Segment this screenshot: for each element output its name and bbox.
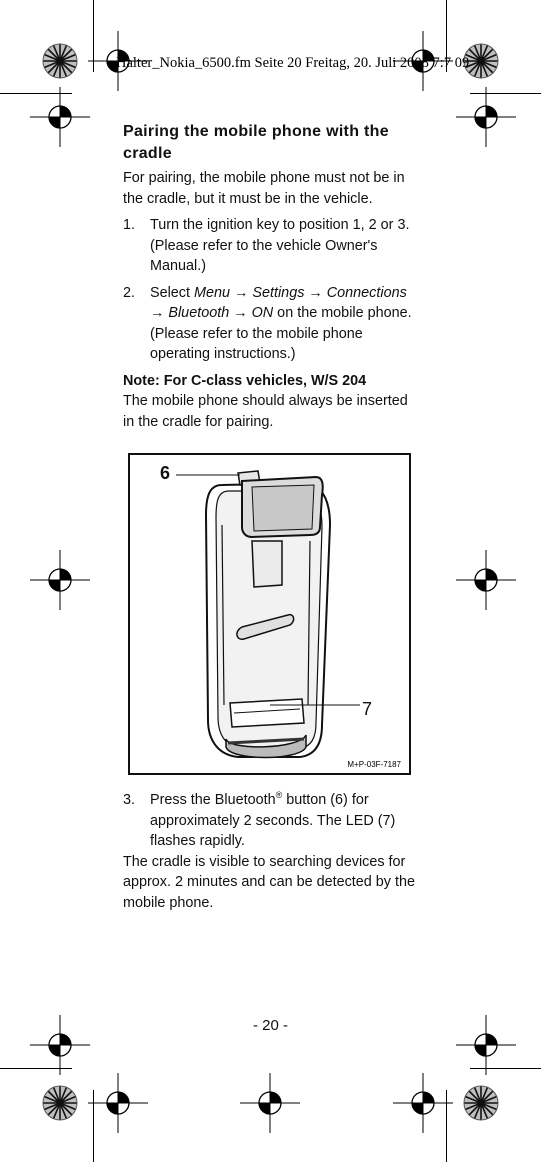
step-2	[123, 283, 419, 365]
menu-path-item: Connections	[326, 284, 407, 301]
figure-code: M+P-03F-7187	[347, 760, 401, 769]
cradle-illustration	[130, 455, 409, 773]
menu-path-item: Bluetooth	[168, 305, 230, 321]
page-number: - 20 -	[252, 1017, 288, 1034]
note-title: Note: For C-class vehicles, W/S 204	[123, 372, 367, 389]
step-text: Turn the ignition key to position 1, 2 or 3. (Please refer to the vehicle Owner's Manual.)	[150, 217, 410, 274]
main-content	[123, 121, 419, 438]
step-1	[123, 215, 419, 277]
callout-7-label: 7	[362, 699, 373, 719]
cradle-visibility-text: The cradle is visible to searching devices for approx. 2 minutes and can be detected by the mobile phone.	[123, 853, 416, 911]
after-figure-content	[123, 790, 419, 919]
step-text: Press the Bluetooth® button (6) for approximately 2 seconds. The LED (7) flashes rapidly.	[150, 790, 396, 849]
cradle-figure	[128, 453, 411, 775]
step-3	[123, 790, 419, 852]
callout-6-label: 6	[160, 463, 171, 483]
step-text: Select Menu → Settings → Connections → Bluetooth → ON on the mobile phone. (Please refer to the mobile phone operating instructions.)	[150, 284, 412, 362]
step-number: 3.	[123, 792, 136, 808]
menu-path-item: ON	[251, 305, 274, 321]
section-title: Pairing the mobile phone with the cradle	[123, 123, 389, 162]
note-text: The mobile phone should always be inserted in the cradle for pairing.	[123, 393, 408, 430]
intro-paragraph: For pairing, the mobile phone must not be in the cradle, but it must be in the vehicle.	[123, 170, 405, 207]
step-number: 1.	[123, 217, 136, 233]
menu-path-item: Settings	[252, 284, 305, 301]
file-header: Halter_Nokia_6500.fm Seite 20 Freitag, 20. Juli 2008 7:7 09	[116, 55, 470, 71]
menu-path-item: Menu	[194, 284, 230, 301]
step-number: 2.	[123, 284, 136, 301]
